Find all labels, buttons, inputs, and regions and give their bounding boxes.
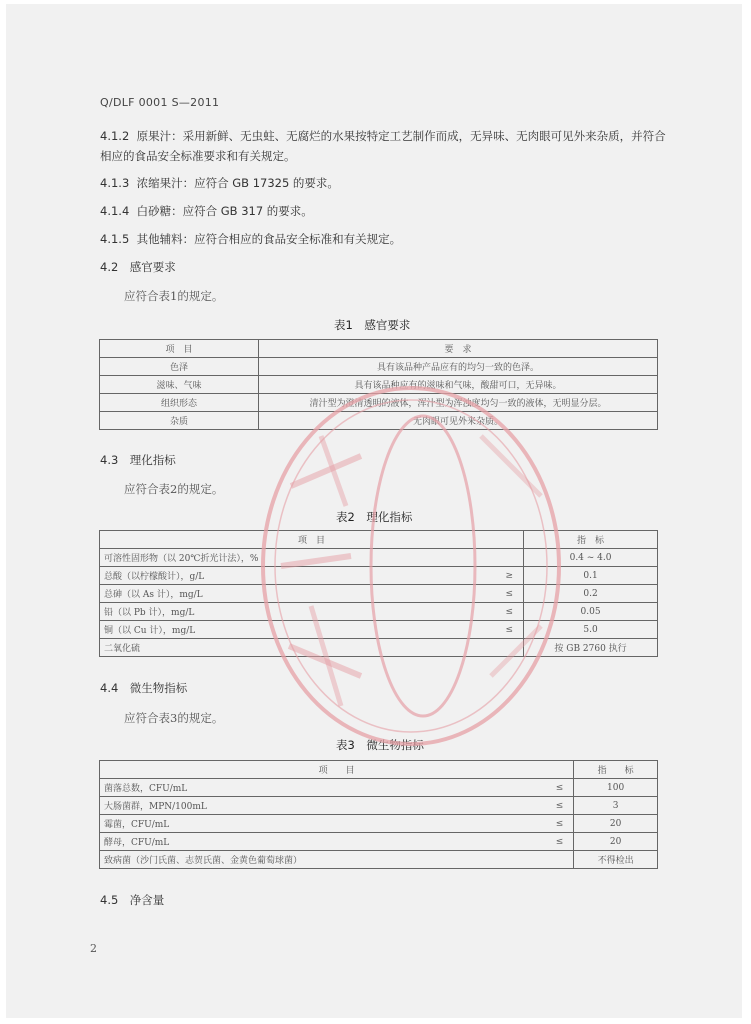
table-cell: 20: [574, 833, 658, 851]
table-cell: 总砷（以 As 计），mg/L: [100, 585, 490, 603]
table-cell: 20: [574, 815, 658, 833]
table-row: [100, 358, 658, 376]
table-header-row: [100, 761, 658, 779]
clause-number: 4.1.3: [100, 176, 130, 190]
table-header-cell: 项 目: [100, 531, 524, 549]
table-row: [100, 549, 658, 567]
table-header-cell: 要 求: [259, 340, 658, 358]
table-caption: 表3 微生物指标: [336, 738, 424, 752]
table-row: [100, 833, 658, 851]
table-row: [100, 376, 658, 394]
table-header-cell: 指 标: [524, 531, 658, 549]
clause-number: 4.1.2: [100, 129, 130, 143]
section-note: 应符合表1的规定。: [124, 289, 224, 303]
table-cell-symbol: ≤: [489, 603, 524, 621]
table-cell: 霉菌，CFU/mL: [100, 815, 540, 833]
table-row: [100, 639, 658, 657]
clause-number: 4.1.5: [100, 232, 130, 246]
table-header-row: [100, 340, 658, 358]
table-row: [100, 851, 658, 869]
section-heading-4-3: 4.3 理化指标: [100, 453, 176, 467]
table-cell: 按 GB 2760 执行: [524, 639, 658, 657]
table-row: [100, 603, 658, 621]
table-cell-symbol: ≤: [539, 779, 574, 797]
table-cell-symbol: [539, 851, 574, 869]
table-cell: 铜（以 Cu 计），mg/L: [100, 621, 490, 639]
table-cell: 清汁型为澄清透明的液体，浑汁型为浑浊度均匀一致的液体，无明显分层。: [259, 394, 658, 412]
table-cell: 具有该品种应有的滋味和气味，酸甜可口，无异味。: [259, 376, 658, 394]
table-row: [100, 815, 658, 833]
table-cell: 具有该品种产品应有的均匀一致的色泽。: [259, 358, 658, 376]
table-cell-symbol: ≤: [539, 797, 574, 815]
table-cell: 铅（以 Pb 计），mg/L: [100, 603, 490, 621]
table-header-cell: 指 标: [574, 761, 658, 779]
table-cell: 色泽: [100, 358, 259, 376]
microbial-table: [99, 760, 658, 869]
section-note: 应符合表2的规定。: [124, 482, 224, 496]
table-cell: 酵母，CFU/mL: [100, 833, 540, 851]
table-caption: 表1 感官要求: [334, 318, 411, 332]
clause-text: 原果汁：采用新鲜、无虫蛀、无腐烂的水果按特定工艺制作而成，无异味、无肉眼可见外来杂质，并符合相应的食品安全标准要求和有关规定。: [100, 129, 666, 163]
table-row: [100, 585, 658, 603]
table-cell: 可溶性固形物（以 20℃折光计法），%: [100, 549, 490, 567]
clause-4-1-4: [100, 203, 313, 219]
clause-4-1-2: [100, 126, 670, 166]
table-cell: 0.1: [524, 567, 658, 585]
table-cell: 滋味、气味: [100, 376, 259, 394]
table-row: [100, 797, 658, 815]
clause-4-1-3: [100, 175, 339, 191]
clause-text: 白砂糖：应符合 GB 317 的要求。: [136, 204, 313, 218]
table-header-cell: 项 目: [100, 340, 259, 358]
section-note: 应符合表3的规定。: [124, 711, 224, 725]
table-cell: 100: [574, 779, 658, 797]
section-heading-4-2: 4.2 感官要求: [100, 260, 176, 274]
table-cell-symbol: ≤: [539, 815, 574, 833]
table-cell-symbol: [489, 549, 524, 567]
section-heading-4-4: 4.4 微生物指标: [100, 681, 188, 695]
section-heading-4-5: 4.5 净含量: [100, 893, 165, 907]
table-cell: 0.2: [524, 585, 658, 603]
table-cell: 菌落总数，CFU/mL: [100, 779, 540, 797]
table-cell-symbol: [489, 639, 524, 657]
table-cell: 不得检出: [574, 851, 658, 869]
table-header-row: [100, 531, 658, 549]
table-cell: 二氧化硫: [100, 639, 490, 657]
table-row: [100, 412, 658, 430]
table-header-cell: 项 目: [100, 761, 574, 779]
table-cell-symbol: ≤: [489, 621, 524, 639]
table-row: [100, 567, 658, 585]
clause-number: 4.1.4: [100, 204, 130, 218]
table-cell: 杂质: [100, 412, 259, 430]
physicochemical-table: [99, 530, 658, 657]
table-cell: 0.05: [524, 603, 658, 621]
document-page: [6, 4, 742, 1018]
table-cell: 组织形态: [100, 394, 259, 412]
clause-text: 浓缩果汁：应符合 GB 17325 的要求。: [136, 176, 339, 190]
table-row: [100, 621, 658, 639]
table-cell: 无肉眼可见外来杂质。: [259, 412, 658, 430]
table-cell: 0.4 ~ 4.0: [524, 549, 658, 567]
table-row: [100, 779, 658, 797]
table-cell-symbol: ≤: [489, 585, 524, 603]
table-cell: 总酸（以柠檬酸计），g/L: [100, 567, 490, 585]
clause-text: 其他辅料：应符合相应的食品安全标准和有关规定。: [136, 232, 402, 246]
table-cell: 3: [574, 797, 658, 815]
clause-4-1-5: [100, 231, 401, 247]
table-cell: 大肠菌群，MPN/100mL: [100, 797, 540, 815]
document-code: Q/DLF 0001 S—2011: [100, 96, 220, 109]
table-row: [100, 394, 658, 412]
page-number: 2: [90, 942, 97, 955]
table-cell-symbol: ≥: [489, 567, 524, 585]
table-cell: 5.0: [524, 621, 658, 639]
table-cell: 致病菌（沙门氏菌、志贺氏菌、金黄色葡萄球菌）: [100, 851, 540, 869]
table-cell-symbol: ≤: [539, 833, 574, 851]
sensory-table: [99, 339, 658, 430]
table-caption: 表2 理化指标: [336, 510, 413, 524]
